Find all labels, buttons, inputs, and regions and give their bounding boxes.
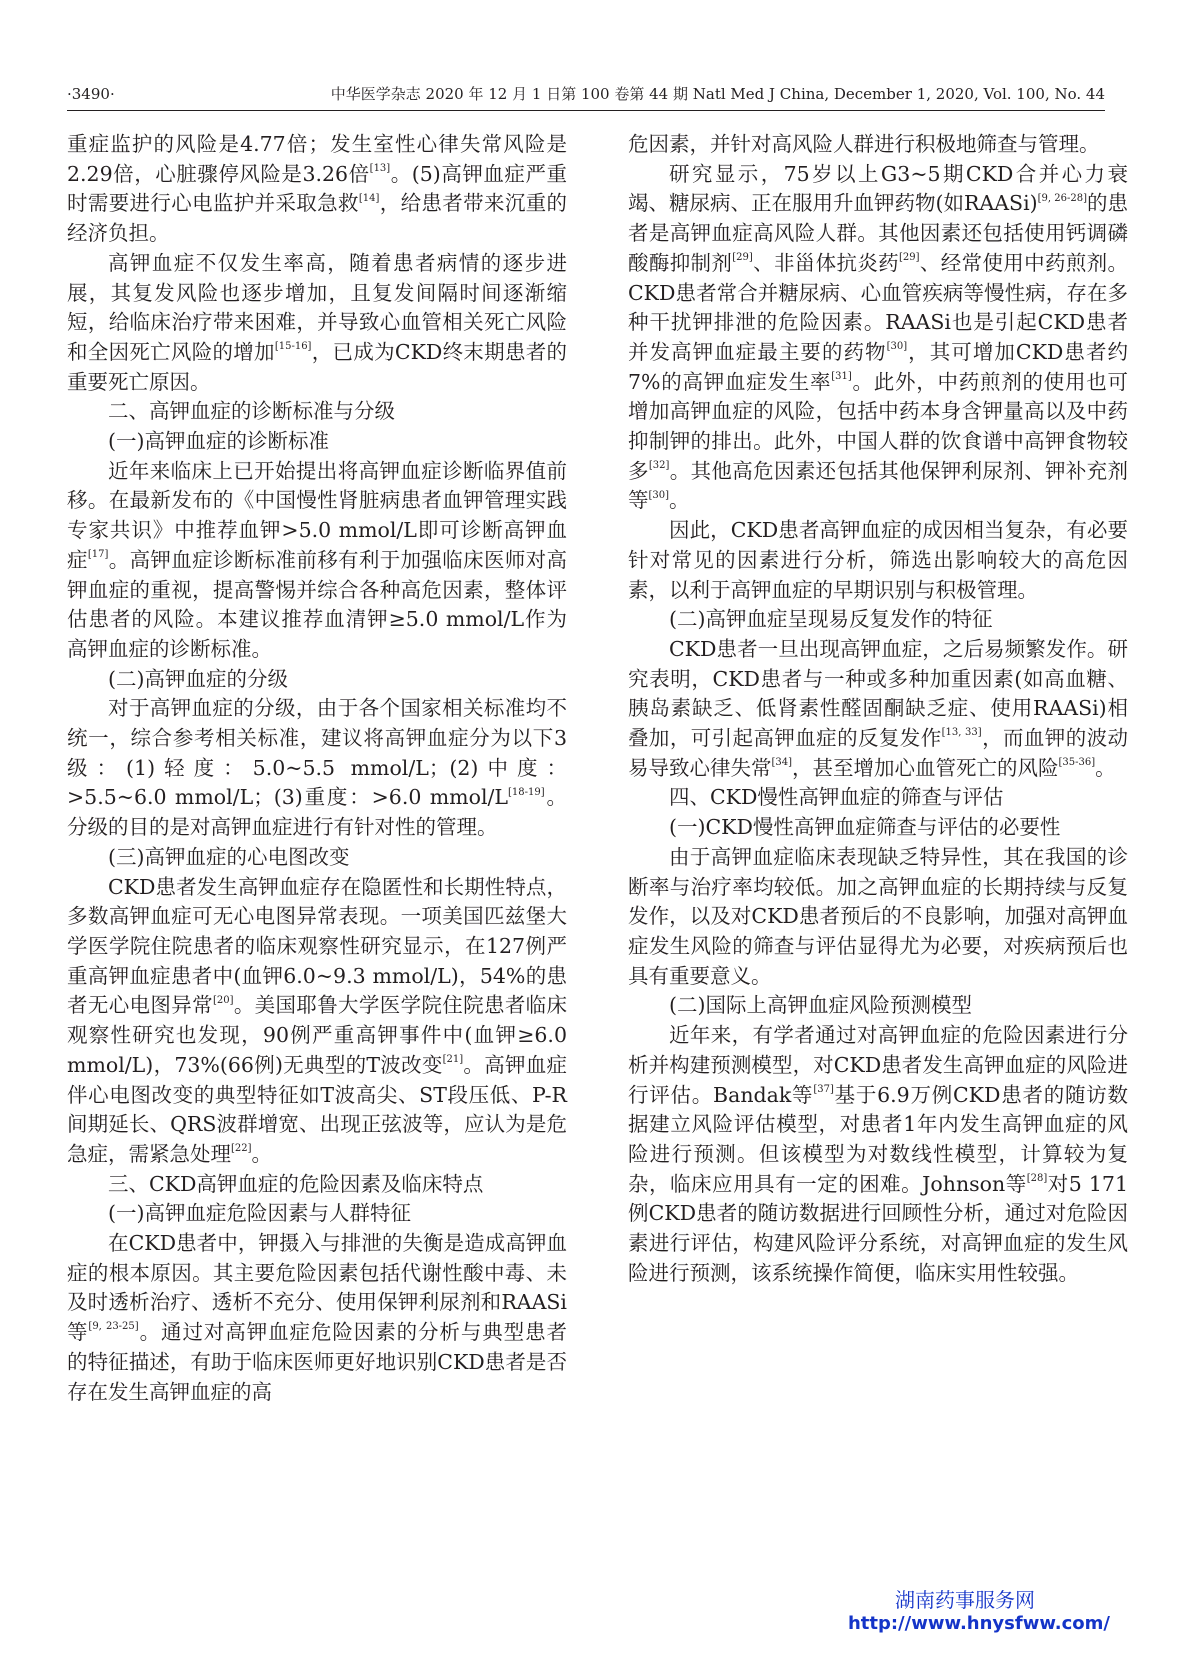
right-column	[628, 130, 1128, 1288]
citation-ref: [32]	[648, 459, 670, 471]
citation-ref: [9, 23-25]	[88, 1321, 139, 1333]
citation-ref: [31]	[831, 370, 852, 382]
paragraph: 对于高钾血症的分级，由于各个国家相关标准均不统一，综合参考相关标准，建议将高钾血症分为以下3级：(1)轻度：5.0~5.5 mmol/L；(2)中度：>5.5~6.0 mmol/L；(3)重度：>6.0 mmol/L[18-19]。分级的目的是对高钾血症进行有针对性的管理。	[67, 696, 568, 840]
paragraph: 在CKD患者中，钾摄入与排泄的失衡是造成高钾血症的根本原因。其主要危险因素包括代谢性酸中毒、未及时透析治疗、透析不充分、使用保钾利尿剂和RAASi等[9, 23-25]。通过对高钾血症危险因素的分析与典型患者的特征描述，有助于临床医师更好地识别CKD患者是否存在发生高钾血症的高	[67, 1231, 568, 1404]
watermark-site-name: 湖南药事服务网	[895, 1588, 1035, 1612]
section-heading: 二、高钾血症的诊断标准与分级	[108, 399, 395, 424]
citation-ref: [9, 26-28]	[1037, 192, 1087, 204]
paragraph: 危因素，并针对高风险人群进行积极地筛查与管理。	[628, 132, 1100, 156]
header-rule	[67, 110, 1105, 111]
subsection-heading: (一)高钾血症的诊断标准	[108, 429, 329, 454]
citation-ref: [17]	[87, 549, 109, 561]
citation-ref: [14]	[358, 192, 380, 204]
section-heading: 三、CKD高钾血症的危险因素及临床特点	[108, 1171, 484, 1196]
citation-ref: [29]	[899, 251, 920, 263]
paragraph: 由于高钾血症临床表现缺乏特异性，其在我国的诊断率与治疗率均较低。加之高钾血症的长期持续与反复发作，以及对CKD患者预后的不良影响，加强对高钾血症发生风险的筛查与评估显得尤为必要，对疾病预后也具有重要意义。	[628, 844, 1128, 988]
watermark-url[interactable]: http://www.hnysfww.com/	[847, 1613, 1110, 1634]
journal-citation: 中华医学杂志 2020 年 12 月 1 日第 100 卷第 44 期 Natl Med J China, December 1, 2020, Vol. 100, No. 44	[330, 85, 1105, 103]
citation-ref: [18-19]	[508, 786, 545, 798]
paragraph: 重症监护的风险是4.77倍；发生室性心律失常风险是2.29倍，心脏骤停风险是3.26倍[13]。(5)高钾血症严重时需要进行心电监护并采取急救[14]，给患者带来沉重的经济负担。	[67, 132, 568, 246]
paragraph: 近年来，有学者通过对高钾血症的危险因素进行分析并构建预测模型，对CKD患者发生高钾血症的风险进行评估。Bandak等[37]基于6.9万例CKD患者的随访数据建立风险评估模型，对患者1年内发生高钾血症的风险进行预测。但该模型为对数线性模型，计算较为复杂，临床应用具有一定的困难。Johnson等[28]对5 171例CKD患者的随访数据进行回顾性分析，通过对危险因素进行评估，构建风险评分系统，对高钾血症的发生风险进行预测，该系统操作简便，临床实用性较强。	[628, 1023, 1129, 1285]
citation-ref: [34]	[771, 756, 793, 768]
paragraph: CKD患者发生高钾血症存在隐匿性和长期性特点，多数高钾血症可无心电图异常表现。一项美国匹兹堡大学医学院住院患者的临床观察性研究显示，在127例严重高钾血症患者中(血钾6.0~9.3 mmol/L)，54%的患者无心电图异常[20]。美国耶鲁大学医学院住院患者临床观察性研究也发现，90例严重高钾事件中(血钾≥6.0 mmol/L)，73%(66例)无典型的T波改变[21]。高钾血症伴心电图改变的典型特征如T波高尖、ST段压低、P-R间期延长、QRS波群增宽、出现正弦波等，应认为是危急症，需紧急处理[22]。	[67, 874, 568, 1166]
subsection-heading: (二)高钾血症的分级	[108, 666, 288, 691]
subsection-heading: (二)高钾血症呈现易反复发作的特征	[669, 607, 993, 632]
citation-ref: [30]	[886, 341, 908, 353]
subsection-heading: (二)国际上高钾血症风险预测模型	[669, 993, 972, 1018]
running-header	[67, 80, 1105, 108]
watermark	[780, 1588, 1110, 1636]
subsection-heading: (三)高钾血症的心电图改变	[108, 844, 350, 869]
subsection-heading: (一)高钾血症危险因素与人群特征	[108, 1201, 411, 1226]
page-number: ·3490·	[67, 85, 115, 103]
citation-ref: [13, 33]	[941, 727, 982, 739]
paragraph: 近年来临床上已开始提出将高钾血症诊断临界值前移。在最新发布的《中国慢性肾脏病患者血钾管理实践专家共识》中推荐血钾>5.0 mmol/L即可诊断高钾血症[17]。高钾血症诊断标准前移有利于加强临床医师对高钾血症的重视，提高警惕并综合各种高危因素，整体评估患者的风险。本建议推荐血清钾≥5.0 mmol/L作为高钾血症的诊断标准。	[67, 458, 568, 661]
citation-ref: [37]	[813, 1083, 834, 1095]
citation-ref: [21]	[442, 1053, 464, 1065]
citation-ref: [29]	[732, 251, 753, 263]
citation-ref: [28]	[1026, 1172, 1048, 1184]
paragraph: CKD患者一旦出现高钾血症，之后易频繁发作。研究表明，CKD患者与一种或多种加重因素(如高血糖、胰岛素缺乏、低肾素性醛固酮缺乏症、使用RAASi)相叠加，可引起高钾血症的反复发作[13, 33]，而血钾的波动易导致心律失常[34]，甚至增加心血管死亡的风险[35-36]。	[628, 636, 1129, 780]
paragraph: 研究显示，75岁以上G3~5期CKD合并心力衰竭、糖尿病、正在服用升血钾药物(如RAASi)[9, 26-28]的患者是高钾血症高风险人群。其他因素还包括使用钙调磷酸酶抑制剂[29]、非甾体抗炎药[29]、经常使用中药煎剂。CKD患者常合并糖尿病、心血管疾病等慢性病，存在多种干扰钾排泄的危险因素。RAASi也是引起CKD患者并发高钾血症最主要的药物[30]，其可增加CKD患者约7%的高钾血症发生率[31]。此外，中药煎剂的使用也可增加高钾血症的风险，包括中药本身含钾量高以及中药抑制钾的排出。此外，中国人群的饮食谱中高钾食物较多[32]。其他高危因素还包括其他保钾利尿剂、钾补充剂等[30]。	[628, 161, 1129, 513]
citation-ref: [35-36]	[1058, 756, 1096, 768]
section-heading: 四、CKD慢性高钾血症的筛查与评估	[669, 785, 1004, 810]
subsection-heading: (一)CKD慢性高钾血症筛查与评估的必要性	[669, 815, 1061, 840]
paragraph: 因此，CKD患者高钾血症的成因相当复杂，有必要针对常见的因素进行分析，筛选出影响较大的高危因素，以利于高钾血症的早期识别与积极管理。	[628, 518, 1128, 602]
citation-ref: [30]	[648, 489, 670, 501]
citation-ref: [15-16]	[274, 341, 312, 353]
citation-ref: [20]	[212, 994, 234, 1006]
left-column	[67, 130, 567, 1407]
citation-ref: [22]	[231, 1143, 252, 1155]
paragraph: 高钾血症不仅发生率高，随着患者病情的逐步进展，其复发风险也逐步增加，且复发间隔时间逐渐缩短，给临床治疗带来困难，并导致心血管相关死亡风险和全因死亡风险的增加[15-16]，已成为CKD终末期患者的重要死亡原因。	[67, 250, 568, 394]
citation-ref: [13]	[369, 162, 391, 174]
